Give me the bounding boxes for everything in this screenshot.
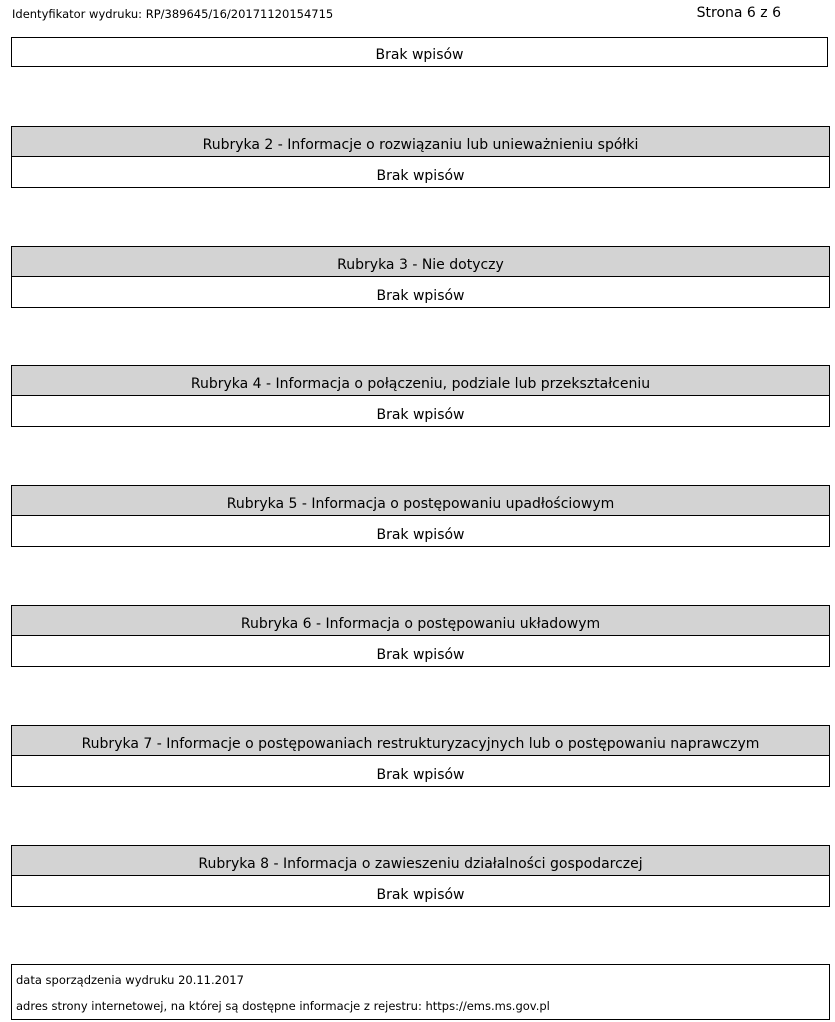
- section-title: Rubryka 4 - Informacja o połączeniu, podziale lub przekształceniu: [190, 376, 651, 392]
- section-content: Brak wpisów: [376, 288, 465, 304]
- section-header: [12, 127, 829, 157]
- section-title: Rubryka 2 - Informacje o rozwiązaniu lub unieważnieniu spółki: [202, 137, 639, 153]
- section-rubryka-8: [11, 845, 830, 907]
- section-title: Rubryka 5 - Informacja o postępowaniu upadłościowym: [226, 496, 615, 512]
- section-content: Brak wpisów: [376, 887, 465, 903]
- section-rubryka-4: [11, 365, 830, 427]
- section-body: [12, 157, 829, 187]
- section-body: [12, 396, 829, 426]
- section-title: Rubryka 7 - Informacje o postępowaniach restrukturyzacyjnych lub o postępowaniu naprawczym: [81, 736, 760, 752]
- section-header: [12, 247, 829, 277]
- section-rubryka-2: [11, 126, 830, 188]
- print-identifier: Identyfikator wydruku: RP/389645/16/20171120154715: [12, 7, 334, 21]
- section-body: [12, 277, 829, 307]
- section-title: Rubryka 8 - Informacja o zawieszeniu działalności gospodarczej: [198, 856, 643, 872]
- section-content: Brak wpisów: [376, 407, 465, 423]
- section-rubryka-5: [11, 485, 830, 547]
- print-footer: [11, 964, 830, 1020]
- section-content: Brak wpisów: [376, 647, 465, 663]
- section-title: Rubryka 6 - Informacja o postępowaniu układowym: [240, 616, 601, 632]
- section-body: [12, 636, 829, 666]
- section-rubryka-6: [11, 605, 830, 667]
- section-header: [12, 726, 829, 756]
- page-number: Strona 6 z 6: [696, 5, 781, 21]
- section-header: [12, 486, 829, 516]
- section-content: Brak wpisów: [376, 168, 465, 184]
- section-body: [12, 876, 829, 906]
- section-title: Rubryka 3 - Nie dotyczy: [337, 257, 504, 273]
- section-rubryka-7: [11, 725, 830, 787]
- first-entry-box: [11, 37, 828, 67]
- section-header: [12, 366, 829, 396]
- first-entry-text: Brak wpisów: [375, 47, 464, 63]
- section-content: Brak wpisów: [376, 767, 465, 783]
- section-header: [12, 846, 829, 876]
- print-date: data sporządzenia wydruku 20.11.2017: [16, 973, 244, 987]
- section-body: [12, 516, 829, 546]
- section-header: [12, 606, 829, 636]
- section-body: [12, 756, 829, 786]
- section-rubryka-3: [11, 246, 830, 308]
- section-content: Brak wpisów: [376, 527, 465, 543]
- registry-address: adres strony internetowej, na której są dostępne informacje z rejestru: https://ems.ms.gov.pl: [16, 999, 550, 1013]
